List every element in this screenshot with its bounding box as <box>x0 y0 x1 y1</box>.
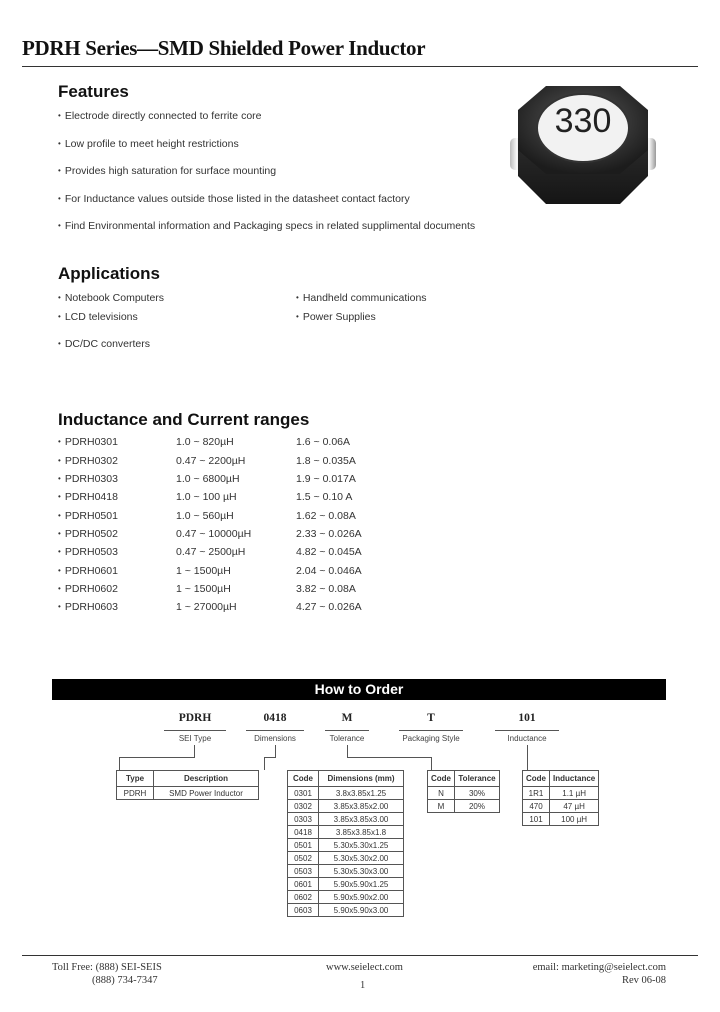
range-part: • PDRH0302 <box>58 455 118 467</box>
range-current: 3.82 ~ 0.08A <box>296 583 356 595</box>
table-cell: 3.85x3.85x3.00 <box>319 813 404 826</box>
range-inductance: 0.47 ~ 10000µH <box>176 528 252 540</box>
connector-line <box>264 757 276 758</box>
order-code-tolerance: M <box>341 712 353 724</box>
order-code-type: PDRH <box>178 712 212 724</box>
range-part: • PDRH0303 <box>58 473 118 485</box>
application-item: • DC/DC converters <box>58 338 150 350</box>
application-item: • LCD televisions <box>58 311 138 323</box>
table-cell: 0303 <box>288 813 319 826</box>
range-current: 1.8 ~ 0.035A <box>296 455 356 467</box>
table-cell: 1.1 µH <box>550 787 599 800</box>
table-row <box>288 813 404 826</box>
underline <box>246 730 304 731</box>
order-code-dimensions: 0418 <box>263 712 287 724</box>
range-current: 2.33 ~ 0.026A <box>296 528 362 540</box>
range-inductance: 1.0 ~ 6800µH <box>176 473 240 485</box>
inductor-product-image <box>508 80 658 210</box>
range-part: • PDRH0603 <box>58 601 118 613</box>
range-current: 2.04 ~ 0.046A <box>296 565 362 577</box>
range-inductance: 0.47 ~ 2500µH <box>176 546 246 558</box>
underline <box>495 730 559 731</box>
inductor-marking: 330 <box>554 102 612 140</box>
range-inductance: 1.0 ~ 100 µH <box>176 491 237 503</box>
tolerance-table <box>427 770 500 813</box>
table-cell: 5.30x5.30x2.00 <box>319 852 404 865</box>
footer-rev: Rev 06-08 <box>621 975 666 986</box>
title-divider <box>22 66 698 67</box>
feature-item: • For Inductance values outside those listed in the datasheet contact factory <box>58 193 410 205</box>
features-heading: Features <box>58 82 129 101</box>
table-cell: 0603 <box>288 904 319 917</box>
range-inductance: 1.0 ~ 560µH <box>176 510 234 522</box>
table-row <box>428 787 500 800</box>
table-cell: 0502 <box>288 852 319 865</box>
table-cell: 1R1 <box>523 787 550 800</box>
table-row <box>288 865 404 878</box>
table-row <box>288 891 404 904</box>
range-current: 4.82 ~ 0.045A <box>296 546 362 558</box>
table-cell: 3.85x3.85x1.8 <box>319 826 404 839</box>
table-row <box>523 787 599 800</box>
range-current: 1.9 ~ 0.017A <box>296 473 356 485</box>
table-cell: SMD Power Inductor <box>154 787 259 800</box>
footer-email[interactable]: email: marketing@seielect.com <box>532 962 666 973</box>
range-part: • PDRH0418 <box>58 491 118 503</box>
footer-tollfree: Toll Free: (888) SEI-SEIS <box>52 962 162 973</box>
table-cell: 3.85x3.85x2.00 <box>319 800 404 813</box>
underline <box>399 730 463 731</box>
feature-item: • Provides high saturation for surface mounting <box>58 165 276 177</box>
connector-line <box>264 757 265 770</box>
table-cell: 5.90x5.90x1.25 <box>319 878 404 891</box>
application-item: • Power Supplies <box>296 311 376 323</box>
table-cell: 3.8x3.85x1.25 <box>319 787 404 800</box>
connector-line <box>527 745 528 770</box>
table-cell: 0501 <box>288 839 319 852</box>
range-part: • PDRH0602 <box>58 583 118 595</box>
range-current: 1.5 ~ 0.10 A <box>296 491 353 503</box>
table-row <box>428 800 500 813</box>
dimensions-table <box>287 770 404 917</box>
range-part: • PDRH0601 <box>58 565 118 577</box>
table-row <box>288 904 404 917</box>
table-cell: 5.30x5.30x1.25 <box>319 839 404 852</box>
column-header: Code <box>428 771 455 787</box>
page-title: PDRH Series—SMD Shielded Power Inductor <box>22 36 426 60</box>
connector-line <box>119 757 195 758</box>
table-cell: 5.90x5.90x3.00 <box>319 904 404 917</box>
table-row <box>288 852 404 865</box>
range-inductance: 1 ~ 27000µH <box>176 601 237 613</box>
order-label-inductance: Inductance <box>507 734 547 743</box>
order-label-type: SEI Type <box>178 734 212 743</box>
range-part: • PDRH0502 <box>58 528 118 540</box>
range-current: 4.27 ~ 0.026A <box>296 601 362 613</box>
range-current: 1.62 ~ 0.08A <box>296 510 356 522</box>
connector-line <box>119 757 120 770</box>
footer-website[interactable]: www.seielect.com <box>326 962 403 973</box>
underline <box>325 730 369 731</box>
table-cell: 0302 <box>288 800 319 813</box>
table-cell: 30% <box>455 787 500 800</box>
column-header: Code <box>523 771 550 787</box>
table-row <box>288 800 404 813</box>
range-part: • PDRH0501 <box>58 510 118 522</box>
table-cell: 20% <box>455 800 500 813</box>
range-current: 1.6 ~ 0.06A <box>296 436 351 448</box>
order-label-tolerance: Tolerance <box>329 734 365 743</box>
underline <box>164 730 226 731</box>
range-inductance: 0.47 ~ 2200µH <box>176 455 246 467</box>
table-cell: 5.30x5.30x3.00 <box>319 865 404 878</box>
feature-item: • Find Environmental information and Packaging specs in related supplimental documents <box>58 220 475 232</box>
page-number: 1 <box>360 980 366 991</box>
table-cell: 5.90x5.90x2.00 <box>319 891 404 904</box>
table-cell: 101 <box>523 813 550 826</box>
feature-item: • Low profile to meet height restrictions <box>58 138 239 150</box>
how-to-order-banner: How to Order <box>52 679 666 700</box>
column-header: Code <box>288 771 319 787</box>
table-row <box>288 826 404 839</box>
column-header: Dimensions (mm) <box>319 771 404 787</box>
table-cell: 100 µH <box>550 813 599 826</box>
table-row <box>523 813 599 826</box>
application-item: • Notebook Computers <box>58 292 164 304</box>
table-row <box>117 787 259 800</box>
column-header: Tolerance <box>455 771 500 787</box>
table-cell: N <box>428 787 455 800</box>
table-cell: 0418 <box>288 826 319 839</box>
table-cell: M <box>428 800 455 813</box>
order-code-inductance: 101 <box>518 712 536 724</box>
column-header: Description <box>154 771 259 787</box>
table-cell: 0301 <box>288 787 319 800</box>
connector-line <box>347 757 431 758</box>
order-label-packaging: Packaging Style <box>402 734 460 743</box>
table-cell: 0602 <box>288 891 319 904</box>
application-item: • Handheld communications <box>296 292 427 304</box>
type-table <box>116 770 259 800</box>
connector-line <box>431 757 432 770</box>
range-inductance: 1 ~ 1500µH <box>176 565 231 577</box>
feature-item: • Electrode directly connected to ferrite core <box>58 110 262 122</box>
table-row <box>288 787 404 800</box>
range-part: • PDRH0503 <box>58 546 118 558</box>
table-cell: PDRH <box>117 787 154 800</box>
range-part: • PDRH0301 <box>58 436 118 448</box>
ranges-heading: Inductance and Current ranges <box>58 410 310 429</box>
footer-divider <box>22 955 698 956</box>
applications-heading: Applications <box>58 264 161 283</box>
order-code-packaging: T <box>427 712 435 724</box>
inductance-table <box>522 770 599 826</box>
column-header: Inductance <box>550 771 599 787</box>
table-cell: 0601 <box>288 878 319 891</box>
table-cell: 47 µH <box>550 800 599 813</box>
table-cell: 470 <box>523 800 550 813</box>
range-inductance: 1 ~ 1500µH <box>176 583 231 595</box>
table-cell: 0503 <box>288 865 319 878</box>
table-row <box>288 878 404 891</box>
range-inductance: 1.0 ~ 820µH <box>176 436 234 448</box>
column-header: Type <box>117 771 154 787</box>
order-label-dimensions: Dimensions <box>254 734 296 743</box>
footer-phone: (888) 734-7347 <box>92 975 158 986</box>
table-row <box>523 800 599 813</box>
table-row <box>288 839 404 852</box>
